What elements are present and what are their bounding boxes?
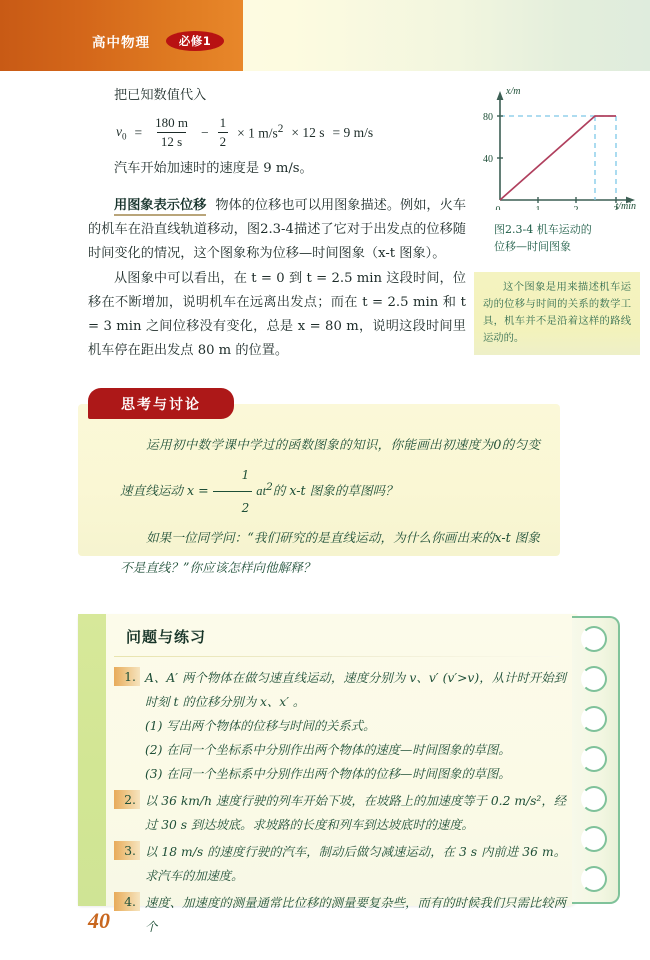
discussion-content	[120, 430, 540, 583]
x-tick-label-3	[614, 205, 619, 210]
exercise-number: 3.	[114, 841, 140, 860]
figure-caption	[494, 221, 645, 255]
binding-hole-icon	[581, 826, 607, 852]
figure-caption-line-two: 位移—时间图象	[494, 240, 571, 253]
formula-accel-text: × 1 m/s	[237, 125, 278, 141]
exercise-text: 以 18 m/s 的速度行驶的汽车，制动后做匀减速运动，在 3 s 内前进 36 m。求汽车的加速度。	[145, 845, 566, 883]
discussion-fraction-half	[213, 460, 253, 523]
exercise-text: A、A′ 两个物体在做匀速直线运动，速度分别为 v、v′ (v′>v)，从计时开始到时刻 t 的位移分别为 x、x′ 。	[145, 671, 566, 709]
x-tick-label-1	[536, 205, 541, 210]
discussion-tab	[88, 388, 234, 419]
binding-hole-icon	[581, 786, 607, 812]
binding-hole-icon	[581, 866, 607, 892]
binding-hole-icon	[581, 746, 607, 772]
discussion-fraction-numerator: 1	[241, 468, 250, 482]
formula-time-term: × 12 s	[291, 124, 325, 140]
formula-result: = 9 m/s	[332, 124, 374, 140]
page-header	[0, 0, 650, 71]
section-paragraph-one-text: 物体的位移也可以用图象描述。例如，火车的机车在沿直线轨道移动，图2.3-4描述了它对于出发点的位移随时间变化的情况，这个图象称为位移—时间图象（x-t 图象）。	[88, 198, 467, 261]
exercise-text: 速度、加速度的测量通常比位移的测量要复杂些，而有的时候我们只需比较两个	[145, 896, 566, 934]
exercises-left-stripe	[78, 614, 106, 906]
exercise-subitem: (1) 写出两个物体的位移与时间的关系式。	[145, 719, 376, 733]
exercise-number: 1.	[114, 667, 140, 686]
list-item	[114, 840, 566, 888]
exercise-subitem: (2) 在同一个坐标系中分别作出两个物体的速度—时间图象的草图。	[145, 743, 511, 757]
formula-fraction-one	[151, 115, 192, 150]
section-heading: 用图象表示位移	[114, 198, 206, 216]
exercise-subitem: (3) 在同一个坐标系中分别作出两个物体的位移—时间图象的草图。	[145, 767, 511, 781]
list-item	[114, 891, 566, 939]
formula-accel-exponent: 2	[277, 123, 284, 136]
y-tick-label-80: 80	[483, 112, 493, 123]
discussion-question-one	[120, 430, 540, 523]
displacement-time-chart	[470, 82, 645, 210]
binding-hole-icon	[581, 706, 607, 732]
section-paragraph-two: 从图象中可以看出，在 t = 0 到 t = 2.5 min 这段时间，位移在不断增加，说明机车在远离出发点；而在 t = 2.5 min 和 t = 3 min 之间位移没有变化，总是 x = 80 m，说明这段时间里机车停在距出发点 80 m 的位置。	[88, 271, 466, 358]
x-tick-label-2	[574, 205, 579, 210]
discussion-tab-label: 思考与讨论	[121, 396, 201, 413]
formula-equals: =	[134, 124, 143, 140]
main-text-column	[88, 84, 466, 364]
fraction-half-numerator: 1	[219, 115, 227, 130]
binding-hole-icon	[581, 626, 607, 652]
exercise-number: 4.	[114, 892, 140, 911]
velocity-formula	[116, 115, 466, 150]
page-number: 40	[88, 908, 110, 933]
spiral-binding	[572, 616, 620, 904]
exercises-divider	[114, 656, 559, 657]
discussion-q1-before: 运用初中数学课中学过的函数图象的知识，你能画出初速度为0的匀变速直线运动 x =	[120, 437, 540, 498]
displacement-time-figure	[470, 82, 645, 255]
discussion-box	[78, 396, 560, 575]
margin-note: 这个图象是用来描述机车运动的位移与时间的关系的数学工具，机车并不是沿着这样的路线运动的。	[474, 272, 640, 355]
volume-badge	[166, 31, 224, 51]
x-tick-label-0	[496, 205, 501, 210]
binding-hole-icon	[581, 666, 607, 692]
intro-line: 把已知数值代入	[114, 88, 207, 103]
formula-variable: v	[116, 123, 122, 139]
formula-accel-term	[237, 123, 283, 142]
section-paragraph-one	[88, 194, 466, 266]
list-item	[114, 666, 566, 786]
discussion-fraction-denominator: 2	[213, 491, 253, 523]
formula-minus: −	[201, 124, 209, 140]
exercise-text: 以 36 km/h 速度行驶的列车开始下坡，在坡路上的加速度等于 0.2 m/s²，经过 30 s 到达坡底。求坡路的长度和列车到达坡底时的速度。	[145, 794, 566, 832]
y-axis-arrow	[497, 91, 504, 100]
after-formula-line: 汽车开始加速时的速度是 9 m/s。	[114, 161, 313, 176]
list-item	[114, 789, 566, 837]
discussion-q1-exponent: 2	[266, 480, 273, 493]
exercise-number: 2.	[114, 790, 140, 809]
discussion-q1-tail: 的 x-t 图象的草图吗？	[272, 483, 398, 498]
x-axis-label: t/min	[615, 201, 636, 210]
y-tick-label-40: 40	[483, 154, 493, 165]
subject-title: 高中物理	[92, 35, 150, 51]
volume-badge-label: 必修1	[178, 34, 212, 48]
figure-caption-line-one: 图2.3-4 机车运动的	[494, 223, 592, 236]
exercises-list	[114, 666, 566, 942]
fraction-half-denominator: 2	[219, 134, 227, 149]
fraction-one-denominator: 12 s	[157, 132, 186, 150]
displacement-curve	[500, 116, 616, 200]
formula-subscript: 0	[122, 131, 127, 142]
discussion-q1-at: at	[256, 484, 267, 498]
exercises-title: 问题与练习	[126, 628, 207, 646]
formula-lhs	[116, 124, 127, 142]
discussion-question-two: 如果一位同学问：“我们研究的是直线运动，为什么你画出来的x-t 图象不是直线？”你应该怎样向他解释？	[120, 530, 540, 575]
y-axis-label: x/m	[506, 86, 521, 97]
fraction-one-numerator: 180 m	[155, 115, 188, 130]
formula-fraction-half	[218, 115, 229, 150]
